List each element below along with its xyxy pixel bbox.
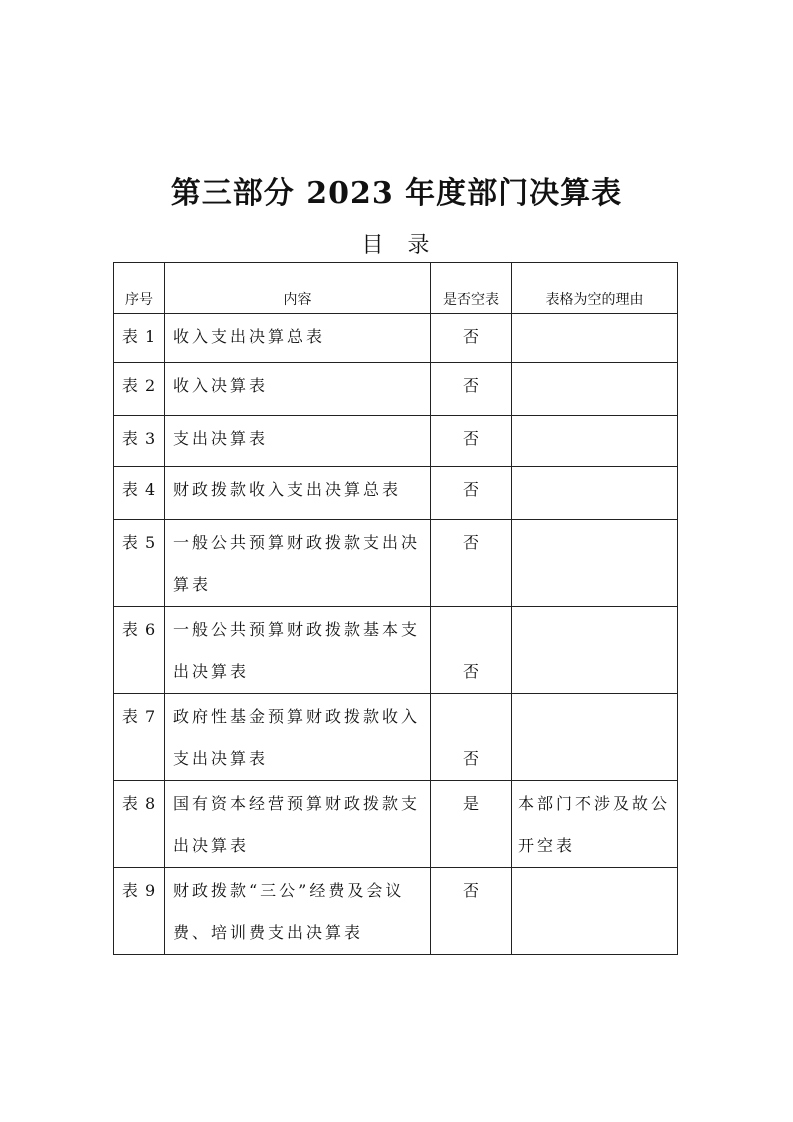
table-header-row	[114, 263, 678, 314]
table-row	[114, 868, 678, 955]
row-is-empty: 否	[431, 467, 512, 520]
row-content: 国有资本经营预算财政拨款支出决算表	[165, 781, 431, 868]
row-reason	[512, 607, 678, 694]
table-row	[114, 781, 678, 868]
page-title: 第三部分 2023 年度部门决算表	[170, 176, 623, 211]
row-seq: 表 2	[114, 363, 165, 416]
row-content: 一般公共预算财政拨款基本支出决算表	[165, 607, 431, 694]
row-content: 支出决算表	[165, 416, 431, 467]
row-seq: 表 3	[114, 416, 165, 467]
table-row	[114, 314, 678, 363]
row-content: 一般公共预算财政拨款支出决算表	[165, 520, 431, 607]
row-reason	[512, 467, 678, 520]
row-reason	[512, 694, 678, 781]
row-seq: 表 8	[114, 781, 165, 868]
row-reason	[512, 416, 678, 467]
header-content: 内容	[165, 263, 431, 314]
row-is-empty: 否	[431, 363, 512, 416]
toc-heading-char-1: 目	[361, 233, 386, 258]
row-reason: 本部门不涉及故公开空表	[512, 781, 678, 868]
table-row	[114, 363, 678, 416]
row-is-empty: 否	[431, 694, 512, 781]
table-row	[114, 607, 678, 694]
row-is-empty: 否	[431, 416, 512, 467]
row-content: 收入支出决算总表	[165, 314, 431, 363]
table-row	[114, 416, 678, 467]
row-content: 政府性基金预算财政拨款收入支出决算表	[165, 694, 431, 781]
row-is-empty: 否	[431, 520, 512, 607]
table-row	[114, 520, 678, 607]
toc-heading-char-2: 录	[407, 233, 432, 258]
row-seq: 表 9	[114, 868, 165, 955]
row-seq: 表 5	[114, 520, 165, 607]
row-seq: 表 7	[114, 694, 165, 781]
row-content: 财政拨款“三公”经费及会议费、培训费支出决算表	[165, 868, 431, 955]
row-is-empty: 否	[431, 607, 512, 694]
row-content: 收入决算表	[165, 363, 431, 416]
row-is-empty: 否	[431, 868, 512, 955]
table-row	[114, 467, 678, 520]
row-content: 财政拨款收入支出决算总表	[165, 467, 431, 520]
toc-table	[113, 262, 678, 955]
row-reason	[512, 520, 678, 607]
header-empty-reason: 表格为空的理由	[512, 263, 678, 314]
row-is-empty: 是	[431, 781, 512, 868]
row-seq: 表 1	[114, 314, 165, 363]
row-seq: 表 4	[114, 467, 165, 520]
table-row	[114, 694, 678, 781]
row-reason	[512, 363, 678, 416]
toc-heading	[0, 228, 793, 259]
header-is-empty: 是否空表	[431, 263, 512, 314]
row-reason	[512, 314, 678, 363]
header-seq: 序号	[114, 263, 165, 314]
row-seq: 表 6	[114, 607, 165, 694]
row-is-empty: 否	[431, 314, 512, 363]
row-reason	[512, 868, 678, 955]
